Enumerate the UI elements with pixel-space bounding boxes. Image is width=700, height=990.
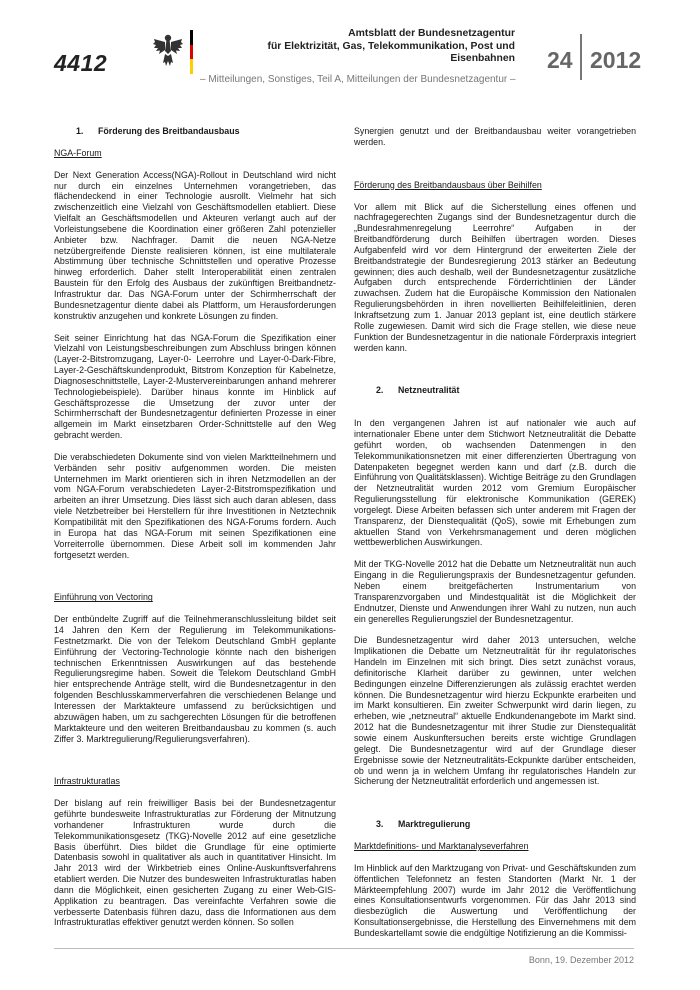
paragraph: In den vergangenen Jahren ist auf nationaler wie auch auf internationaler Ebene unter dem Stichwort Netzneutralität die Debatte geführt worden, ob wachsenden Datenmengen in den Telekommunikationsnetzen mit einer differenzierten Übertragung von Datenpaketen begegnet werden kann und darf (z.B. durch die Einführung von Qualitätsklassen). Wichtige Beiträge zu den Grundlagen der Netzneutralität wurden 2012 vom Gremium Europäischer Regulierungsstellung für elektronische Kommunikation (GEREK) vorgelegt. Diese Arbeiten befassen sich unter anderem mit Fragen der Transparenz, der Dienstequalität (QoS), sowie mit Erhebungen zum aktuellen Stand von Verkehrsmanagement und deren möglichen wettbewerblichen Auswirkungen. [354,418,636,548]
paragraph: Im Hinblick auf den Marktzugang von Privat- und Geschäftskunden zum öffentlichen Telefonnetz an festen Standorten (Markt Nr. 1 der Märkteempfehlung 2007) wurde im Jahr 2012 die Veröffentlichung eines Konsultationsentwurfs vorgenommen. Für das Jahr 2013 sind diesbezüglich die Auswertung und Veröffentlichung der Konsultationsergebnisse, die Herstellung des Einvernehmens mit dem Bundeskartellamt sowie die endgültige Notifizierung an die Kommissi- [354,862,636,938]
section-title: Marktregulierung [398,819,471,830]
paragraph: Die Bundesnetzagentur wird daher 2013 untersuchen, welche Implikationen die Debatte um Netzneutralität für ihr regulatorisches Handeln im Einzelnen mit sich bringt. Dies setzt zunächst voraus, definitorische Klarheit darüber zu gewinnen, unter welchen Bedingungen einzelne Differenzierungen als zulässig erachtet werden können. Die Bundesnetzagentur wird hierzu Eckpunkte erarbeiten und im Markt konsultieren. Ein zweiter Schwerpunkt wird darin liegen, zu erheben, wie „netzneutral“ aktuelle Endkundenangebote im Markt sind. 2012 hat die Bundesnetzagentur mit ihrer Studie zur Dienstequalität sowie einem Auskunftersuchen bereits erste wichtige Grundlagen gelegt. Die Bundesnetzagentur wird auf der Grundlage dieser Ergebnisse sowie der Netzneutralitäts-Eckpunkte darüber entscheiden, ob und wenn ja in welchem Umfang ihr regulatorisches Handeln zur Sicherung der Netzneutralität erforderlich und angemessen ist. [354,635,636,787]
issue-number: 24 [547,47,573,73]
flag-stripe-gold [190,59,193,74]
paragraph: Der bislang auf rein freiwilliger Basis bei der Bundesnetzagentur geführte bundesweite Infrastrukturatlas zur Förderung der Mitnutzung vorhandener Infrastrukturen wurde durch die Telekommunikationsgesetz (TKG)-Novelle 2012 auf eine gesetzliche Basis überführt. Dies bildet die Grundlage für eine optimierte Datenbasis sowohl in qualitativer als auch in quantitativer Hinsicht. Im Jahr 2013 wird der Wirkbetrieb eines Online-Auskunftsverfahrens etabliert werden. Die Nutzer des bundesweiten Infrastrukturatlas haben dann die Möglichkeit, einen gesicherten Zugang zu einer Web-GIS-Applikation zu beantragen. Das vereinfachte Verfahren sowie die verbesserte Datenbasis führen dazu, dass die Informationen aus dem Infrastrukturatlas effektiver genutzt werden können. So sollen [54,798,336,928]
paragraph: Der entbündelte Zugriff auf die Teilnehmeranschlussleitung bildet seit 14 Jahren den Kern der Regulierung im Telekommunikations-Festnetzmarkt. Die von der Telekom Deutschland GmbH geplante Einführung der Vectoring-Technologie könnte nach den bisherigen technischen Erkenntnissen Auswirkungen auf das bestehende Regulierungsregime haben. Soweit die Telekom Deutschland GmbH hier entsprechende Anträge stellt, wird die Bundesnetzagentur in den folgenden Beschlusskammerverfahren die verschiedenen Belange und Interessen der Marktakteure umfassend zu berücksichtigen und abzuwägen haben, um zu sachgerechten Lösungen für die betroffenen Marktakteure und den weiteren Breitbandausbau zu kommen (s. auch Ziffer 3. Marktregulierung/Regulierungsverfahren). [54,614,336,744]
issue-divider [580,34,582,80]
subheading-marktdefinition: Marktdefinitions- und Marktanalyseverfahren [354,841,529,852]
paragraph: Vor allem mit Blick auf die Sicherstellung eines offenen und nachfragegerechten Zugangs sind der Bundesnetzagentur durch die „Bundesrahmenregelung Leerrohre“ Aufgaben in der Breitbandförderung durch Beihilfen übertragen worden. Dieses Aufgabenfeld wird vor dem Hintergrund der erweiterten Ziele der Breitbandstrategie der Bundesregierung 2013 stärker an Bedeutung gewinnen; dies auch deshalb, weil der Bundesnetzagentur zusätzliche Aufgaben durch entsprechende Förderrichtlinien der Länder zuwachsen. Zudem hat die Europäische Kommission den Nationalen Regulierungsbehörden in ihren novellierten Beihilfeleitlinien, deren Inkraftsetzung zum 1. Januar 2013 geplant ist, eine deutlich stärkere Rolle zugewiesen. Damit wird sich die Frage stellen, wie diese neue Funktion der Bundesnetzagentur in die nationale Förderpraxis integriert werden kann. [354,201,636,353]
federal-eagle-icon [152,32,184,70]
subheading-beihilfen: Förderung des Breitbandausbaus über Beihilfen [354,179,542,190]
left-column [54,126,336,928]
subheading-vectoring: Einführung von Vectoring [54,592,153,603]
paragraph: Mit der TKG-Novelle 2012 hat die Debatte um Netzneutralität nun auch Eingang in die Regulierungspraxis der Bundesnetzagentur gefunden. Neben einem breitgefächerten Instrumentarium von Transparenzvorgaben und Mindestqualität ist die Möglichkeit der Endnutzer, Dienste und Anwendungen ihrer Wahl zu nutzen, nun auch ein generelles Regulierungsziel der Bundesnetzagentur. [354,559,636,624]
paragraph: Der Next Generation Access(NGA)-Rollout in Deutschland wird nicht nur durch ein einzelnes Unternehmen vorangetrieben, das flächendeckend in einer Technologie ausrollt. Vielmehr hat sich zwischenzeitlich eine Vielzahl von Geschäftsmodellen etabliert. Diese Vielfalt an Geschäftsmodellen und Akteuren verlangt auch auf der Vorleistungsebene die Koordination einer größeren Zahl potenzieller Anbieter bzw. Nachfrager. Damit die neuen NGA-Netze netzübergreifende Dienste realisieren können, ist eine multilaterale Abstimmung über technische Schnittstellen und operative Prozesse hinweg erforderlich. Daher stellt Interoperabilität einen zentralen Baustein für den Erfolg des Ausbaus der zukünftigen Breitbandnetz-Infrastruktur dar. Das NGA-Forum unter der Schirmherrschaft der Bundesnetzagentur diente dabei als Plattform, um Herausforderungen konstruktiv anzugehen und konkrete Lösungen zu finden. [54,169,336,321]
section-heading-1 [54,126,336,137]
gazette-scope: für Elektrizität, Gas, Telekommunikation, Post und Eisenbahnen [267,40,515,64]
flag-stripe-black [190,30,193,45]
paragraph: Seit seiner Einrichtung hat das NGA-Forum die Spezifikation einer Vielzahl von Leistungsbeschreibungen zum Abschluss bringen können (Layer-2-Bitstromzugang, Layer-0- Leerrohre und Layer-0-Dark-Fibre, Layer-2-Geschäftskundenprodukt, Bitstrom Konzeption für Kabelnetze, Diagnoseschnittstelle, Layer-2-Mustervereinbarungen anhand mehrerer Technologiebeispiele). Darüber hinaus konnte im Hinblick auf Geschäftsprozesse die Umsetzung der zuvor unter der Schirmherrschaft der Bundesnetzagentur definierten Prozesse in einer allgemein im Markt einsetzbaren Order-Schnittstelle auf den Weg gebracht werden. [54,332,336,441]
gazette-section: – Mitteilungen, Sonstiges, Teil A, Mitteilungen der Bundesnetzagentur – [200,73,516,85]
section-number: 3. [376,819,384,830]
section-heading-3 [354,819,636,830]
flag-stripe-red [190,45,193,60]
gazette-title-block [200,28,515,85]
section-heading-2 [354,385,636,396]
page-number: 4412 [54,50,108,76]
section-number: 1. [76,126,84,136]
section-title: Netzneutralität [398,385,460,396]
subheading-nga-forum: NGA-Forum [54,147,102,158]
subheading-infrastrukturatlas: Infrastrukturatlas [54,776,120,787]
issue-year: 2012 [590,47,642,73]
footer-date: Bonn, 19. Dezember 2012 [528,955,634,965]
section-number: 2. [376,385,384,396]
paragraph: Synergien genutzt und der Breitbandausbau weiter vorangetrieben werden. [354,126,636,147]
right-column [354,126,636,939]
gazette-title: Amtsblatt der Bundesnetzagentur [348,28,515,39]
section-title: Förderung des Breitbandausbaus [98,126,240,136]
national-flag-stripe [190,30,193,74]
paragraph: Die verabschiedeten Dokumente sind von vielen Marktteilnehmern und Verbänden sehr positiv aufgenommen worden. Die meisten Unternehmen im Markt orientieren sich in ihren Netzmodellen an der vom NGA-Forum verabschiedeten Layer-2-Bitstromspezifikation und arbeiten an ihrer Umsetzung. Dies lässt sich auch daran ablesen, dass viele Netzbetreiber bei Herstellern für ihre Investitionen in Netztechnik Kompatibilität mit den Spezifikationen des NGA-Forums fordern. Auch in Europa hat das NGA-Forum mit seinen Spezifikationen eine Vorreiterrolle übernommen. Diese Arbeit soll im kommenden Jahr fortgesetzt werden. [54,451,336,560]
footer-rule [54,948,634,949]
